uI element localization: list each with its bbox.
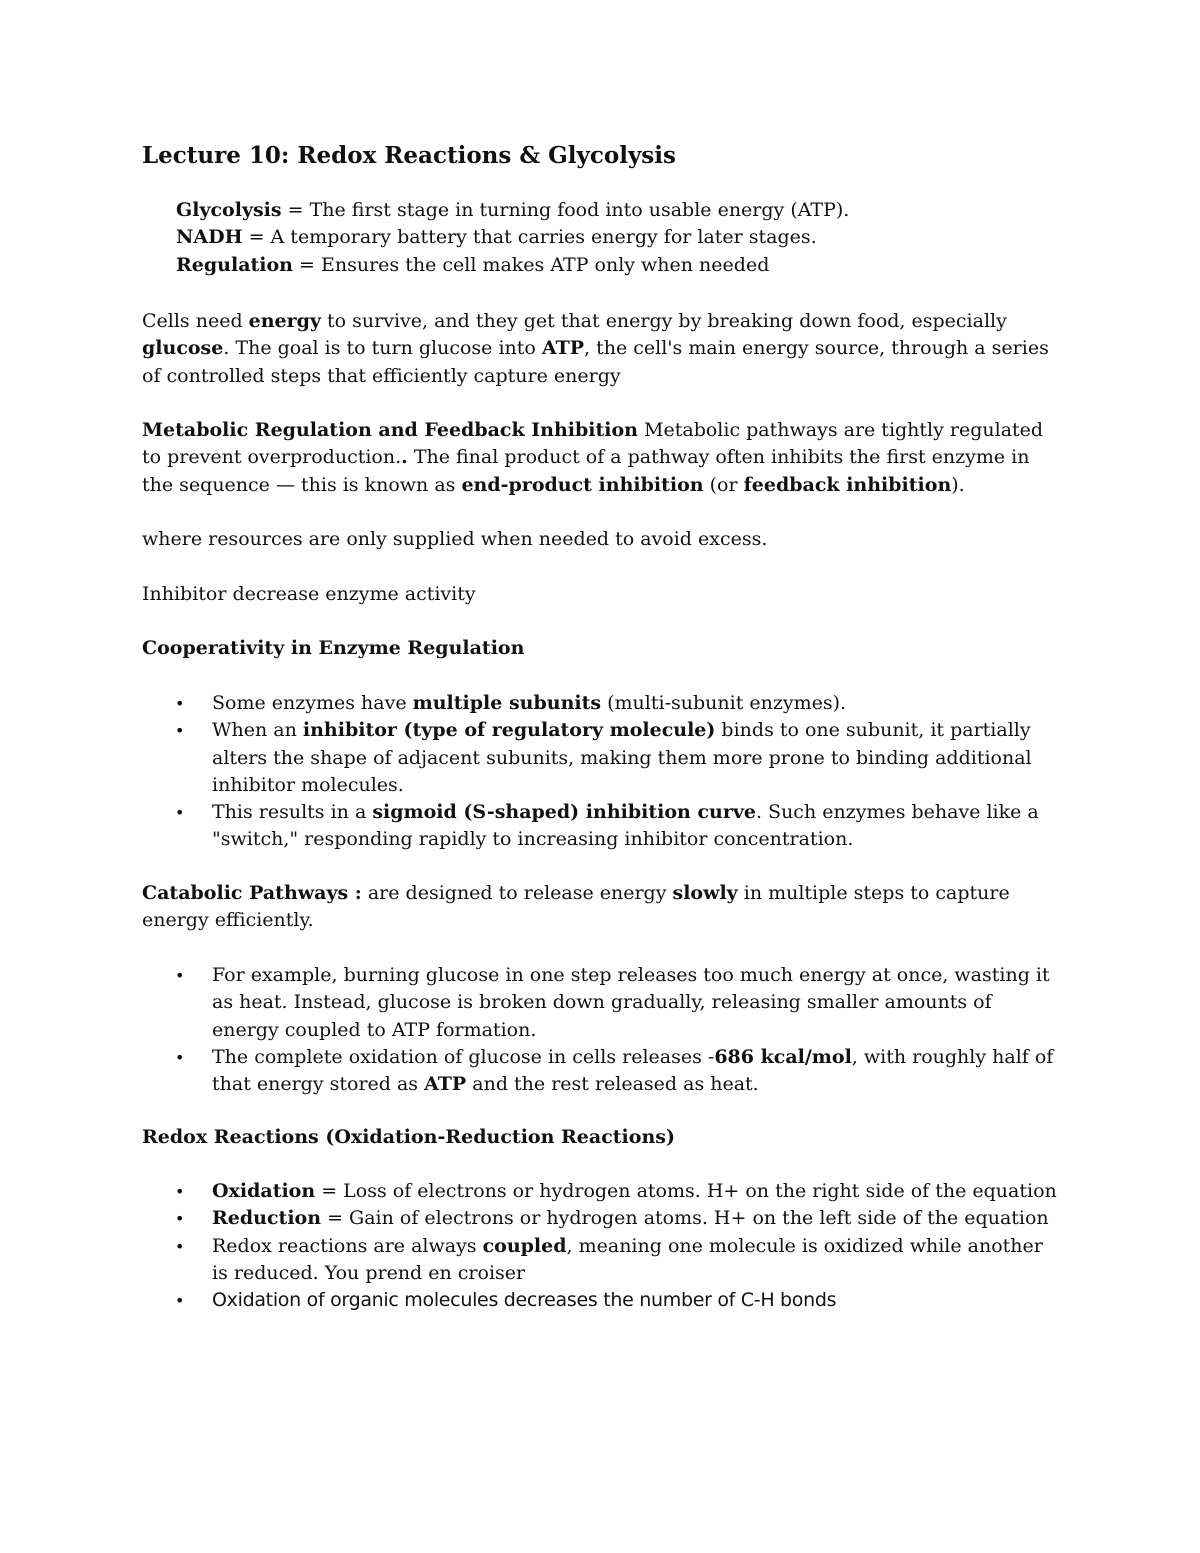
text: binds to one subunit, it partially alters the shape of adjacent subunits, making them more prone to binding additional inhibitor molecules. — [212, 719, 1032, 796]
text: Metabolic pathways are tightly regulated to prevent overproduction. — [142, 419, 1044, 469]
text: Some enzymes have — [212, 692, 413, 714]
bullet-icon: • — [175, 694, 185, 713]
definition-text: = Ensures the cell makes ATP only when needed — [293, 253, 770, 276]
text: This results in a — [212, 801, 373, 824]
bold-text: energy — [248, 310, 321, 332]
bold-text: . — [401, 446, 408, 469]
cooperativity-list — [142, 690, 1062, 854]
text: and the rest released as heat. — [466, 1073, 759, 1096]
catabolic-paragraph — [142, 880, 1062, 935]
section-heading: Catabolic Pathways : — [142, 882, 362, 904]
text: (multi-subunit enzymes). — [601, 692, 847, 714]
bold-text: multiple subunits — [412, 692, 602, 714]
bullet-icon: • — [175, 1209, 185, 1229]
bullet-icon: • — [175, 721, 185, 741]
bold-text: inhibitor (type of regulatory molecule) — [302, 719, 716, 742]
intro-paragraph — [142, 308, 1062, 390]
redox-heading: Redox Reactions (Oxidation-Reduction Reactions) — [142, 1126, 675, 1148]
bold-text: Oxidation — [212, 1180, 316, 1202]
text: (or — [703, 473, 744, 496]
bold-text: ATP — [424, 1073, 467, 1096]
cooperativity-heading: Cooperativity in Enzyme Regulation — [142, 637, 525, 659]
bullet-icon: • — [175, 1291, 185, 1311]
list-item — [142, 690, 1062, 717]
inhibitor-line: Inhibitor decrease enzyme activity — [142, 583, 476, 605]
list-item — [142, 1044, 1062, 1099]
definition-glycolysis — [176, 197, 849, 224]
bold-text: end-product inhibition — [461, 473, 704, 496]
text: = Loss of electrons or hydrogen atoms. H+ on the right side of the equation — [315, 1180, 1057, 1202]
text: Redox reactions are always — [212, 1234, 483, 1257]
text: = Gain of electrons or hydrogen atoms. H+ on the left side of the equation — [321, 1207, 1049, 1230]
text: When an — [212, 719, 303, 742]
text: in multiple steps to capture energy efficiently. — [142, 882, 1010, 932]
definition-text: = The first stage in turning food into usable energy (ATP). — [281, 199, 850, 221]
bullet-icon: • — [175, 966, 185, 985]
text: , meaning one molecule is oxidized while another is reduced. You prend en croiser — [212, 1234, 1043, 1284]
bold-text: sigmoid (S-shaped) inhibition curve — [372, 801, 756, 824]
bullet-icon: • — [175, 803, 185, 823]
text: The complete oxidation of glucose in cells releases - — [212, 1045, 715, 1068]
list-item — [142, 1233, 1062, 1288]
bold-text: Reduction — [212, 1207, 322, 1230]
text: Oxidation of organic molecules decreases the number of C-H bonds — [212, 1289, 837, 1312]
list-item — [142, 1287, 1062, 1314]
bold-text: glucose — [142, 337, 224, 360]
text: ). — [951, 473, 965, 496]
text: , with roughly half of that energy stored as — [212, 1045, 1054, 1096]
bullet-icon: • — [175, 1236, 185, 1256]
text: . Such enzymes behave like a "switch," responding rapidly to increasing inhibitor concentration. — [212, 801, 1039, 851]
bold-text: 686 kcal/mol — [714, 1045, 852, 1068]
definition-regulation — [176, 252, 849, 279]
text: to survive, and they get that energy by breaking down food, especially — [320, 310, 1007, 332]
text: , the cell's main energy source, through a series of controlled steps that efficiently capture energy — [142, 337, 1049, 387]
definition-text: = A temporary battery that carries energy for later stages. — [242, 226, 817, 249]
bold-text: slowly — [672, 882, 738, 904]
section-heading: Metabolic Regulation and Feedback Inhibition — [142, 419, 638, 441]
metabolic-regulation-paragraph — [142, 417, 1062, 499]
list-item — [142, 717, 1062, 799]
term: Glycolysis — [176, 199, 282, 221]
term: NADH — [176, 226, 243, 249]
page-title: Lecture 10: Redox Reactions & Glycolysis — [142, 142, 676, 169]
catabolic-list — [142, 962, 1062, 1098]
definitions-block — [176, 197, 849, 279]
text: The final product of a pathway often inhibits the first enzyme in the sequence — this is known as — [142, 446, 1030, 496]
text: Cells need — [142, 310, 249, 332]
list-item — [142, 799, 1062, 854]
term: Regulation — [176, 253, 293, 276]
bold-text: coupled — [482, 1234, 567, 1257]
list-item — [142, 1178, 1062, 1205]
list-item — [142, 1205, 1062, 1232]
text: are designed to release energy — [361, 882, 673, 904]
text: For example, burning glucose in one step releases too much energy at once, wasting it as heat. Instead, glucose is broken down gradually, releasing smaller amounts of energy coupled to ATP formation. — [212, 964, 1050, 1041]
bullet-icon: • — [175, 1047, 185, 1067]
list-item — [142, 962, 1062, 1044]
text: . The goal is to turn glucose into — [223, 337, 542, 360]
bold-text: feedback inhibition — [743, 473, 952, 496]
resources-line: where resources are only supplied when needed to avoid excess. — [142, 528, 768, 550]
bullet-icon: • — [175, 1182, 185, 1201]
redox-list — [142, 1178, 1062, 1314]
definition-nadh — [176, 224, 849, 251]
bold-text: ATP — [541, 337, 585, 360]
